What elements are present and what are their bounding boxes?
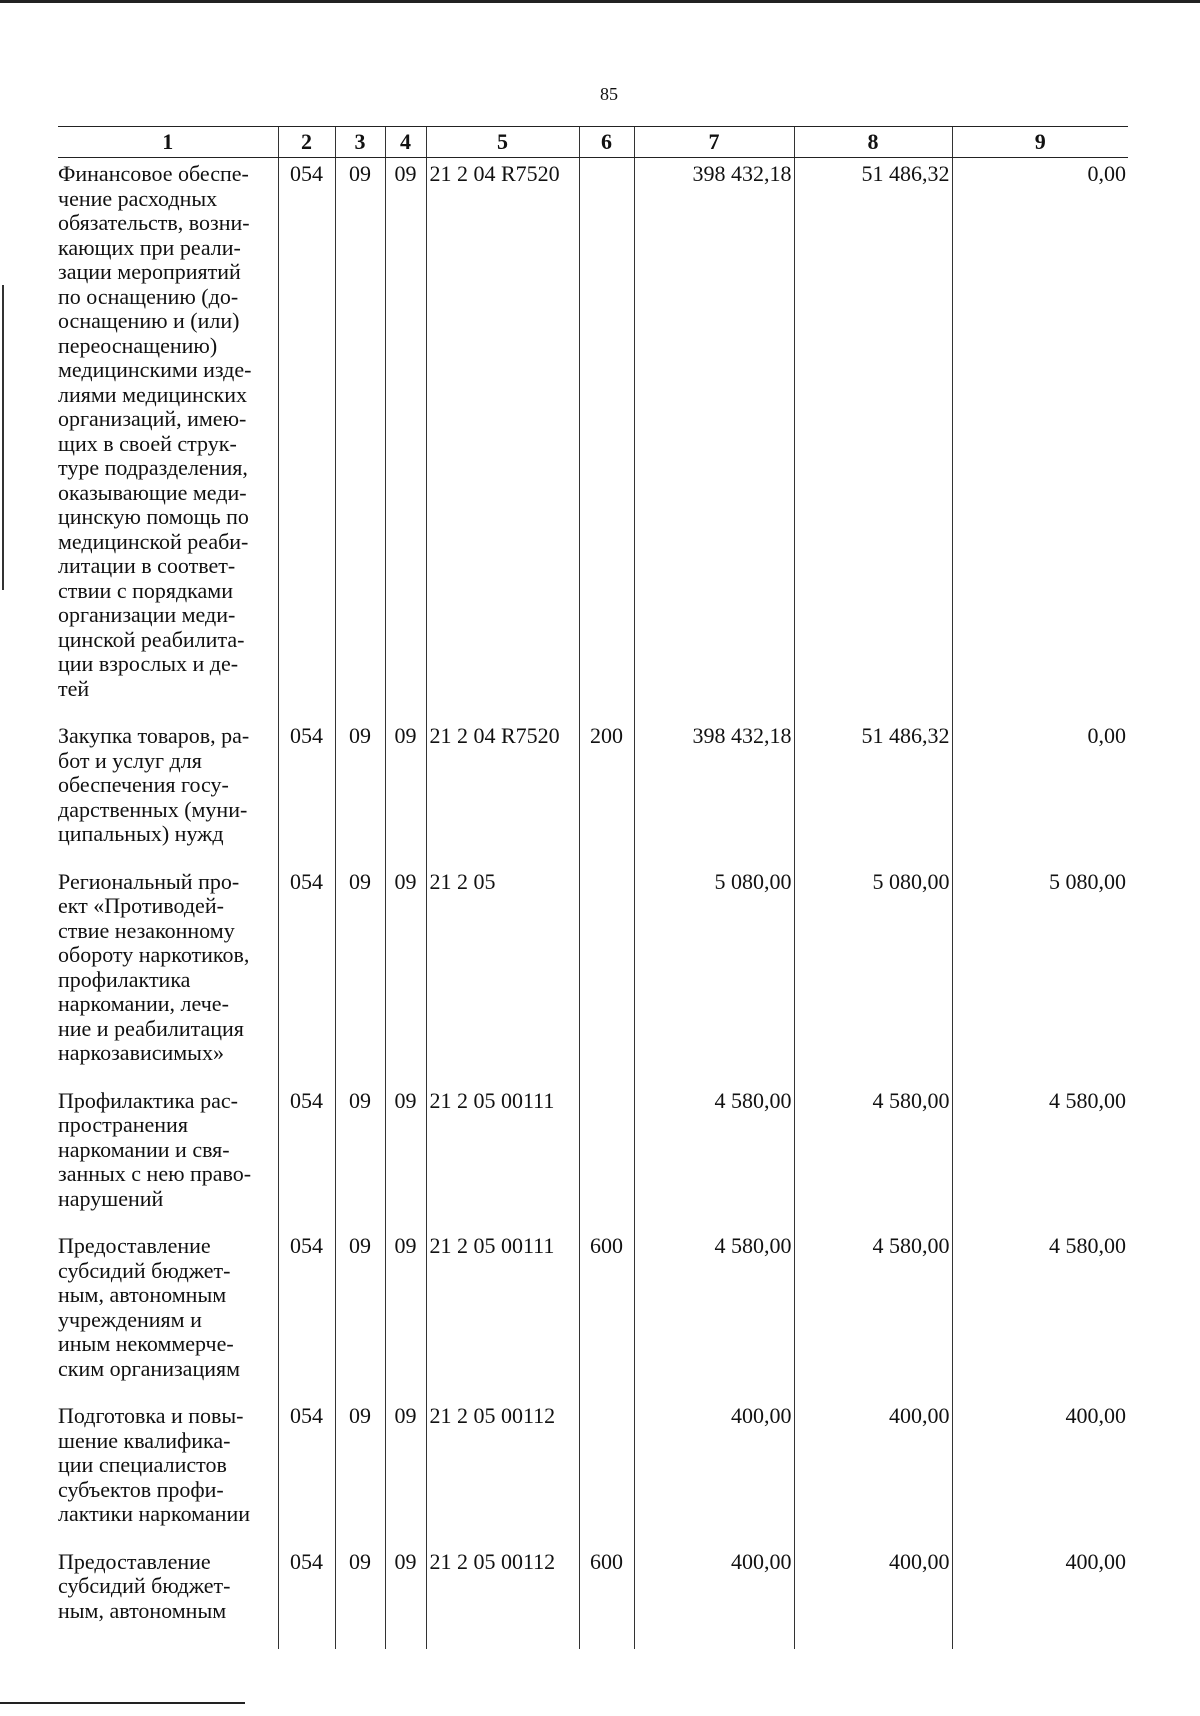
row-sum-9: 0,00: [952, 158, 1128, 721]
row-sum-9: 0,00: [952, 720, 1128, 866]
row-pr: 09: [385, 1546, 426, 1650]
row-cs: 21 2 05 00111: [426, 1085, 579, 1231]
row-pr: 09: [385, 1230, 426, 1400]
column-header: 1: [58, 127, 278, 158]
row-ved: 054: [278, 720, 335, 866]
table-row: [58, 1230, 1128, 1400]
table-row: [58, 1085, 1128, 1231]
column-header: 2: [278, 127, 335, 158]
column-header: 3: [335, 127, 385, 158]
column-header: 7: [634, 127, 794, 158]
row-vr: 200: [579, 720, 634, 866]
column-header: 8: [794, 127, 952, 158]
row-rz: 09: [335, 1230, 385, 1400]
row-sum-7: 398 432,18: [634, 158, 794, 721]
budget-table: [58, 126, 1128, 1649]
row-vr: 600: [579, 1546, 634, 1650]
row-sum-8: 5 080,00: [794, 866, 952, 1085]
row-ved: 054: [278, 866, 335, 1085]
scan-top-border: [0, 0, 1200, 3]
table-row: [58, 158, 1128, 721]
row-name: Предоставление субсидий бюджет- ным, автономным учреждениям и иным некоммерче- ским организациям: [58, 1233, 241, 1381]
row-rz: 09: [335, 866, 385, 1085]
column-header: 6: [579, 127, 634, 158]
row-name: Закупка товаров, ра- бот и услуг для обеспечения госу- дарственных (муни- ципальных) нужд: [58, 723, 250, 846]
row-pr: 09: [385, 158, 426, 721]
row-pr: 09: [385, 1400, 426, 1546]
table-row: [58, 1400, 1128, 1546]
row-sum-9: 400,00: [952, 1546, 1128, 1650]
row-ved: 054: [278, 158, 335, 721]
row-vr: 600: [579, 1230, 634, 1400]
row-rz: 09: [335, 1400, 385, 1546]
row-name: Региональный про- ект «Противодей- ствие незаконному обороту наркотиков, профилактика наркомании, лече- ние и реабилитация наркозависимых»: [58, 868, 250, 1065]
row-ved: 054: [278, 1085, 335, 1231]
table-row: [58, 866, 1128, 1085]
table-row: [58, 720, 1128, 866]
row-vr: [579, 1400, 634, 1546]
row-rz: 09: [335, 720, 385, 866]
row-cs: 21 2 05 00112: [426, 1546, 579, 1650]
row-vr: [579, 158, 634, 721]
row-name: Подготовка и повы- шение квалифика- ции специалистов субъектов профи- лактики наркомании: [58, 1403, 251, 1526]
row-cs: 21 2 04 R7520: [426, 158, 579, 721]
row-sum-8: 400,00: [794, 1400, 952, 1546]
row-sum-8: 4 580,00: [794, 1085, 952, 1231]
row-ved: 054: [278, 1230, 335, 1400]
row-cs: 21 2 05: [426, 866, 579, 1085]
row-name: Финансовое обеспе- чение расходных обязательств, возни- кающих при реали- зации мероприятий по оснащению (до- оснащению и (или) переоснащению) медицинскими изде- лиями медицинских организаций, имею- щих в своей струк- туре подразделения, оказывающие меди- цинскую помощь по медицинской реаби- литации в соответ- ствии с порядками организации меди- цинской реабилита- ции взрослых и де- тей: [58, 161, 252, 701]
row-sum-7: 4 580,00: [634, 1085, 794, 1231]
row-sum-9: 400,00: [952, 1400, 1128, 1546]
table-header-row: [58, 127, 1128, 158]
table-row: [58, 1546, 1128, 1650]
row-sum-7: 5 080,00: [634, 866, 794, 1085]
row-sum-9: 5 080,00: [952, 866, 1128, 1085]
row-cs: 21 2 05 00111: [426, 1230, 579, 1400]
row-sum-8: 4 580,00: [794, 1230, 952, 1400]
scan-bottom-border: [0, 1702, 245, 1704]
row-vr: [579, 1085, 634, 1231]
row-sum-7: 4 580,00: [634, 1230, 794, 1400]
row-sum-9: 4 580,00: [952, 1230, 1128, 1400]
row-name: Предоставление субсидий бюджет- ным, автономным: [58, 1548, 231, 1623]
row-ved: 054: [278, 1400, 335, 1546]
row-cs: 21 2 04 R7520: [426, 720, 579, 866]
page-number: 85: [600, 84, 618, 104]
row-name: Профилактика рас- пространения наркомании и свя- занных с нею право- нарушений: [58, 1087, 252, 1211]
column-header: 5: [426, 127, 579, 158]
scan-left-mark: [2, 285, 4, 590]
row-vr: [579, 866, 634, 1085]
row-pr: 09: [385, 866, 426, 1085]
row-sum-7: 400,00: [634, 1546, 794, 1650]
row-ved: 054: [278, 1546, 335, 1650]
column-header: 4: [385, 127, 426, 158]
row-sum-8: 51 486,32: [794, 158, 952, 721]
row-rz: 09: [335, 1546, 385, 1650]
row-pr: 09: [385, 1085, 426, 1231]
row-sum-7: 398 432,18: [634, 720, 794, 866]
row-rz: 09: [335, 1085, 385, 1231]
row-pr: 09: [385, 720, 426, 866]
row-sum-8: 400,00: [794, 1546, 952, 1650]
row-sum-7: 400,00: [634, 1400, 794, 1546]
column-header: 9: [952, 127, 1128, 158]
row-cs: 21 2 05 00112: [426, 1400, 579, 1546]
row-rz: 09: [335, 158, 385, 721]
row-sum-9: 4 580,00: [952, 1085, 1128, 1231]
row-sum-8: 51 486,32: [794, 720, 952, 866]
